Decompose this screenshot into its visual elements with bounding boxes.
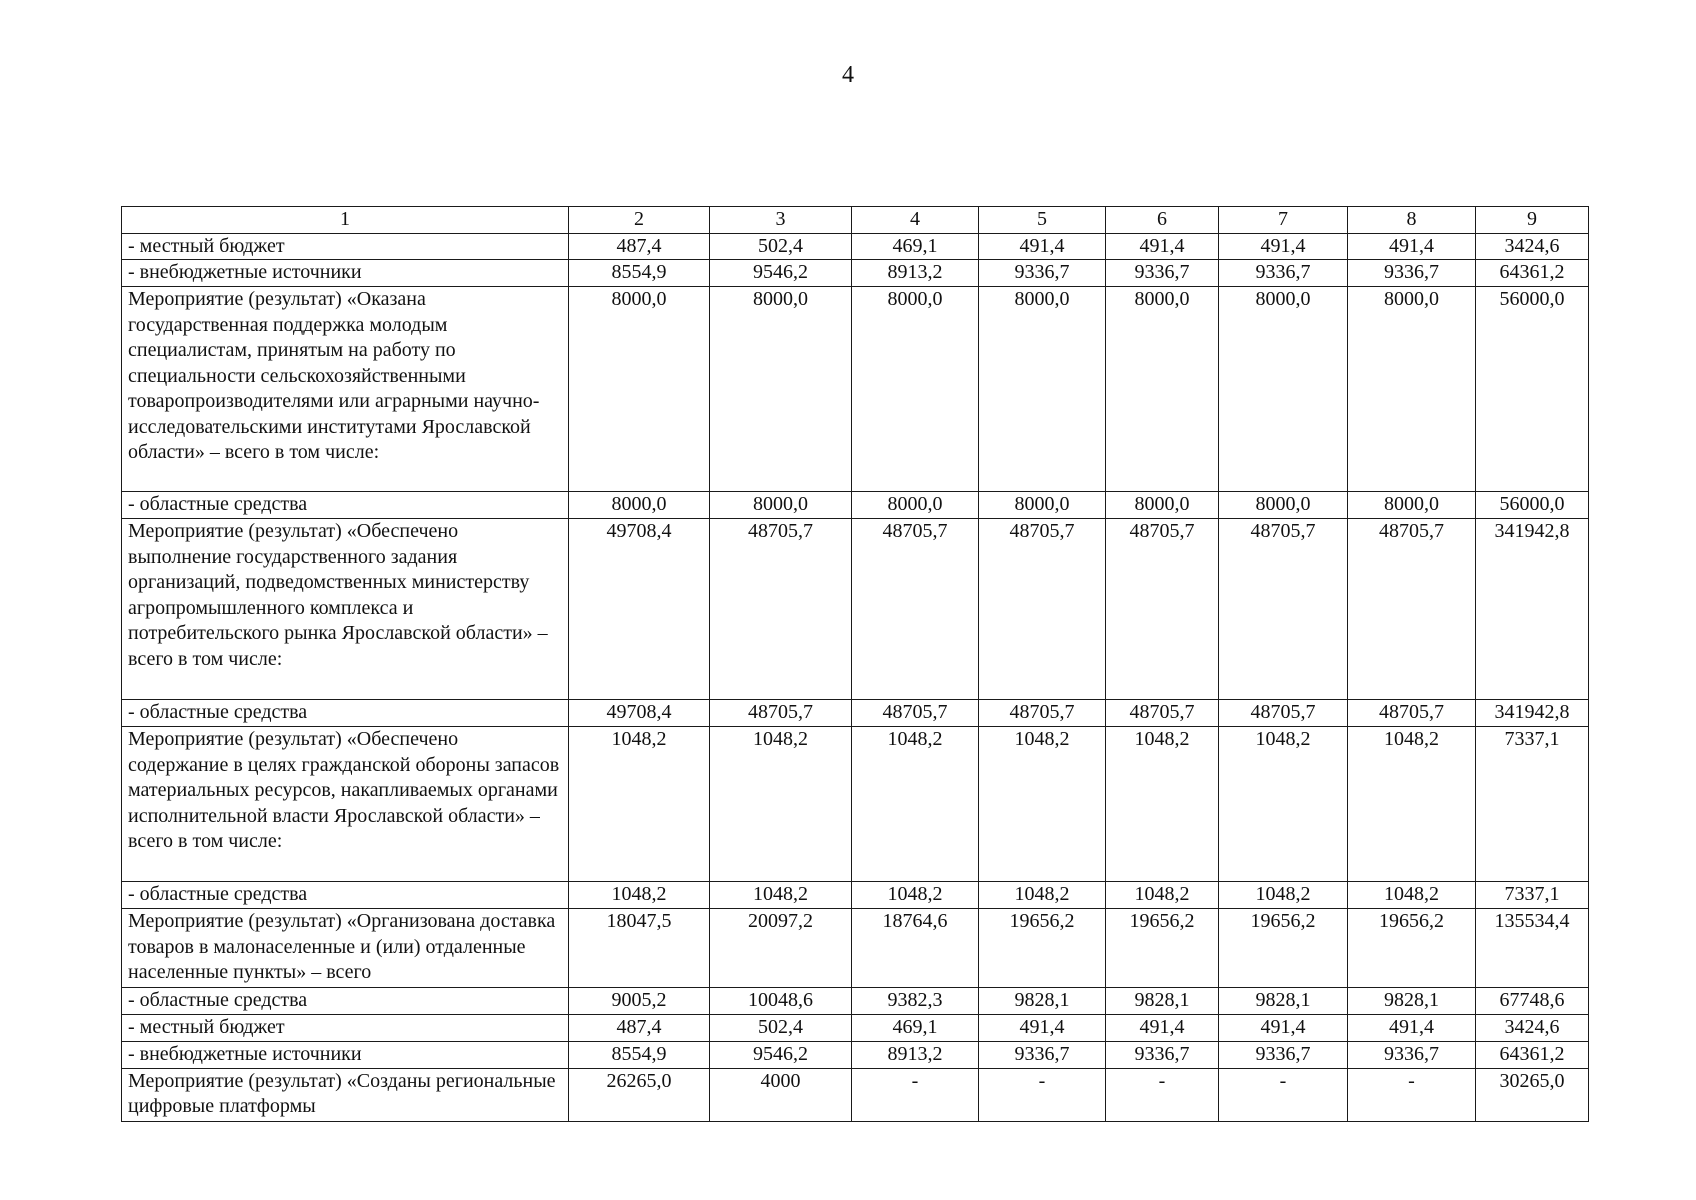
table-row (122, 233, 1589, 260)
value-cell: 9336,7 (1219, 260, 1348, 287)
budget-table (121, 206, 1589, 1122)
value-cell: 9005,2 (569, 988, 710, 1015)
value-cell: 10048,6 (710, 988, 852, 1015)
value-cell: 64361,2 (1476, 1041, 1589, 1068)
table-row (122, 988, 1589, 1015)
value-cell: 487,4 (569, 233, 710, 260)
value-cell: 48705,7 (852, 700, 979, 727)
value-cell: 1048,2 (569, 727, 710, 882)
value-cell: 469,1 (852, 1015, 979, 1042)
value-cell: 48705,7 (1106, 700, 1219, 727)
value-cell: 48705,7 (852, 519, 979, 700)
value-cell: 64361,2 (1476, 260, 1589, 287)
value-cell: 8000,0 (1348, 287, 1476, 492)
value-cell: 1048,2 (569, 882, 710, 909)
value-cell: 1048,2 (1348, 727, 1476, 882)
value-cell: 7337,1 (1476, 882, 1589, 909)
value-cell: 18764,6 (852, 909, 979, 988)
table-row (122, 909, 1589, 988)
header-cell: 2 (569, 207, 710, 234)
value-cell: 9336,7 (979, 260, 1106, 287)
value-cell: 8000,0 (1219, 492, 1348, 519)
row-label: - областные средства (122, 700, 569, 727)
value-cell: 8000,0 (852, 492, 979, 519)
value-cell: 9336,7 (1106, 260, 1219, 287)
value-cell: 8000,0 (1106, 492, 1219, 519)
value-cell: 8000,0 (710, 492, 852, 519)
value-cell: 56000,0 (1476, 287, 1589, 492)
header-cell: 6 (1106, 207, 1219, 234)
value-cell: 48705,7 (710, 519, 852, 700)
value-cell: 19656,2 (1348, 909, 1476, 988)
row-label: Мероприятие (результат) «Обеспечено выполнение государственного задания организаций, подведомственных министерству агропромышленного комплекса и потребительского рынка Ярославской области» – всего в том числе: (122, 519, 569, 700)
value-cell: - (1106, 1068, 1219, 1121)
value-cell: 7337,1 (1476, 727, 1589, 882)
value-cell: 67748,6 (1476, 988, 1589, 1015)
row-label: - местный бюджет (122, 1015, 569, 1042)
row-label: - областные средства (122, 492, 569, 519)
table-row (122, 727, 1589, 882)
value-cell: 19656,2 (1106, 909, 1219, 988)
value-cell: 48705,7 (1348, 700, 1476, 727)
row-label: - местный бюджет (122, 233, 569, 260)
value-cell: 8000,0 (979, 287, 1106, 492)
value-cell: 1048,2 (1219, 882, 1348, 909)
table-row (122, 882, 1589, 909)
value-cell: 48705,7 (1106, 519, 1219, 700)
value-cell: 8000,0 (1348, 492, 1476, 519)
value-cell: 9546,2 (710, 1041, 852, 1068)
value-cell: 9828,1 (1106, 988, 1219, 1015)
row-label: - областные средства (122, 988, 569, 1015)
value-cell: 48705,7 (979, 519, 1106, 700)
value-cell: 9828,1 (1219, 988, 1348, 1015)
value-cell: 1048,2 (710, 882, 852, 909)
value-cell: 9546,2 (710, 260, 852, 287)
header-cell: 1 (122, 207, 569, 234)
value-cell: 9336,7 (1219, 1041, 1348, 1068)
value-cell: 341942,8 (1476, 519, 1589, 700)
value-cell: 1048,2 (852, 882, 979, 909)
value-cell: 20097,2 (710, 909, 852, 988)
value-cell: 8000,0 (979, 492, 1106, 519)
header-row (122, 207, 1589, 234)
row-label: Мероприятие (результат) «Оказана государственная поддержка молодым специалистам, принятым на работу по специальности сельскохозяйственными товаропроизводителями или аграрными научно-исследовательскими институтами Ярославской области» – всего в том числе: (122, 287, 569, 492)
table-row (122, 519, 1589, 700)
value-cell: 8000,0 (852, 287, 979, 492)
value-cell: 56000,0 (1476, 492, 1589, 519)
header-cell: 4 (852, 207, 979, 234)
value-cell: 4000 (710, 1068, 852, 1121)
value-cell: 1048,2 (852, 727, 979, 882)
value-cell: 19656,2 (979, 909, 1106, 988)
value-cell: 491,4 (979, 233, 1106, 260)
page-number: 4 (842, 62, 854, 88)
header-cell: 8 (1348, 207, 1476, 234)
value-cell: 8000,0 (710, 287, 852, 492)
value-cell: 8913,2 (852, 1041, 979, 1068)
value-cell: 1048,2 (1106, 727, 1219, 882)
value-cell: 1048,2 (710, 727, 852, 882)
value-cell: 341942,8 (1476, 700, 1589, 727)
table-row (122, 260, 1589, 287)
value-cell: 48705,7 (979, 700, 1106, 727)
value-cell: 135534,4 (1476, 909, 1589, 988)
value-cell: 3424,6 (1476, 1015, 1589, 1042)
value-cell: 9828,1 (979, 988, 1106, 1015)
value-cell: 9336,7 (979, 1041, 1106, 1068)
value-cell: 1048,2 (1219, 727, 1348, 882)
value-cell: 9828,1 (1348, 988, 1476, 1015)
value-cell: 9336,7 (1348, 1041, 1476, 1068)
value-cell: 19656,2 (1219, 909, 1348, 988)
row-label: - областные средства (122, 882, 569, 909)
value-cell: 8000,0 (569, 287, 710, 492)
value-cell: 8554,9 (569, 1041, 710, 1068)
value-cell: 491,4 (1106, 233, 1219, 260)
value-cell: 26265,0 (569, 1068, 710, 1121)
header-cell: 9 (1476, 207, 1589, 234)
row-label: Мероприятие (результат) «Организована доставка товаров в малонаселенные и (или) отдаленные населенные пункты» – всего (122, 909, 569, 988)
value-cell: 491,4 (1219, 233, 1348, 260)
row-label: - внебюджетные источники (122, 260, 569, 287)
value-cell: 48705,7 (1348, 519, 1476, 700)
value-cell: - (979, 1068, 1106, 1121)
value-cell: 1048,2 (1106, 882, 1219, 909)
row-label: Мероприятие (результат) «Обеспечено содержание в целях гражданской обороны запасов материальных ресурсов, накапливаемых органами исполнительной власти Ярославской области» – всего в том числе: (122, 727, 569, 882)
value-cell: 48705,7 (1219, 700, 1348, 727)
table-row (122, 700, 1589, 727)
table-row (122, 1068, 1589, 1121)
table-row (122, 1041, 1589, 1068)
header-cell: 5 (979, 207, 1106, 234)
value-cell: - (852, 1068, 979, 1121)
row-label: - внебюджетные источники (122, 1041, 569, 1068)
value-cell: 502,4 (710, 1015, 852, 1042)
value-cell: 491,4 (979, 1015, 1106, 1042)
value-cell: 491,4 (1106, 1015, 1219, 1042)
value-cell: 8000,0 (1219, 287, 1348, 492)
value-cell: 30265,0 (1476, 1068, 1589, 1121)
value-cell: - (1219, 1068, 1348, 1121)
value-cell: 48705,7 (1219, 519, 1348, 700)
table-row (122, 492, 1589, 519)
value-cell: 49708,4 (569, 519, 710, 700)
value-cell: 1048,2 (979, 727, 1106, 882)
value-cell: - (1348, 1068, 1476, 1121)
value-cell: 8000,0 (569, 492, 710, 519)
value-cell: 491,4 (1348, 233, 1476, 260)
value-cell: 9336,7 (1106, 1041, 1219, 1068)
value-cell: 491,4 (1348, 1015, 1476, 1042)
header-cell: 3 (710, 207, 852, 234)
value-cell: 8554,9 (569, 260, 710, 287)
value-cell: 3424,6 (1476, 233, 1589, 260)
table-row (122, 1015, 1589, 1042)
value-cell: 18047,5 (569, 909, 710, 988)
header-cell: 7 (1219, 207, 1348, 234)
value-cell: 49708,4 (569, 700, 710, 727)
value-cell: 48705,7 (710, 700, 852, 727)
value-cell: 9336,7 (1348, 260, 1476, 287)
value-cell: 1048,2 (979, 882, 1106, 909)
value-cell: 469,1 (852, 233, 979, 260)
value-cell: 491,4 (1219, 1015, 1348, 1042)
value-cell: 9382,3 (852, 988, 979, 1015)
value-cell: 8000,0 (1106, 287, 1219, 492)
value-cell: 502,4 (710, 233, 852, 260)
table-row (122, 287, 1589, 492)
value-cell: 8913,2 (852, 260, 979, 287)
value-cell: 487,4 (569, 1015, 710, 1042)
row-label: Мероприятие (результат) «Созданы региональные цифровые платформы (122, 1068, 569, 1121)
value-cell: 1048,2 (1348, 882, 1476, 909)
